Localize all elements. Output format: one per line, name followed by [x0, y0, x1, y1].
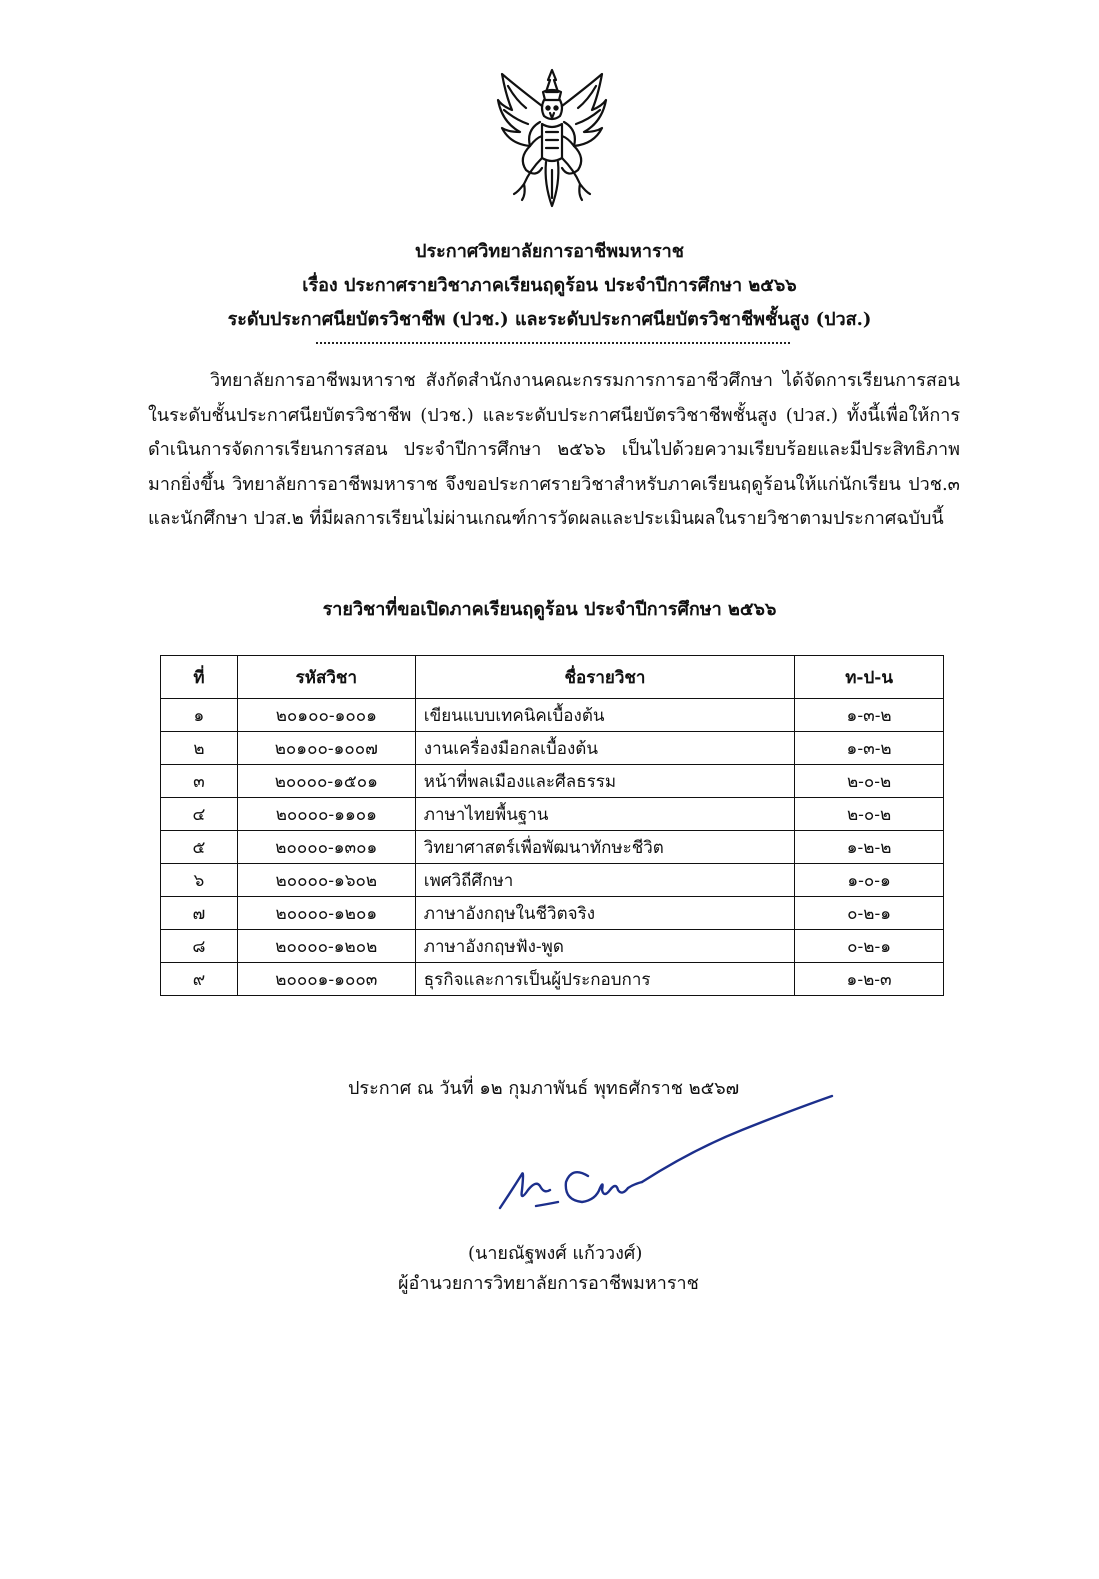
- signer-position: ผู้อำนวยการวิทยาลัยการอาชีพมหาราช: [398, 1273, 699, 1294]
- row-credits: ๑-๓-๒: [795, 699, 944, 732]
- announcement-level: ระดับประกาศนียบัตรวิชาชีพ (ปวช.) และระดับประกาศนียบัตรวิชาชีพชั้นสูง (ปวส.): [227, 309, 872, 330]
- body-text: วิทยาลัยการอาชีพมหาราช สังกัดสำนักงานคณะกรรมการการอาชีวศึกษา ได้จัดการเรียนการสอนในระดับชั้นประกาศนียบัตรวิชาชีพ (ปวช.) และระดับประกาศนียบัตรวิชาชีพชั้นสูง (ปวส.) ทั้งนี้เพื่อให้การดำเนินการจัดการเรียนการสอน ประจำปีการศึกษา ๒๕๖๖ เป็นไปด้วยความเรียบร้อยและมีประสิทธิภาพมากยิ่งขึ้น วิทยาลัยการอาชีพมหาราช จึงขอประกาศรายวิชาสำหรับภาคเรียนฤดูร้อนให้แก่นักเรียน ปวช.๓ และนักศึกษา ปวส.๒ ที่มีผลการเรียนไม่ผ่านเกณฑ์การวัดผลและประเมินผลในรายวิชาตามประกาศฉบับนี้: [148, 370, 960, 529]
- row-no: ๑: [161, 699, 238, 732]
- handwritten-signature: [492, 1090, 842, 1220]
- table-row: [161, 930, 944, 963]
- row-subject: เขียนแบบเทคนิคเบื้องต้น: [415, 699, 794, 732]
- table-row: [161, 897, 944, 930]
- row-code: ๒๐๐๐๐-๑๓๐๑: [237, 831, 415, 864]
- row-subject: เพศวิถีศึกษา: [415, 864, 794, 897]
- header-subject-name: ชื่อรายวิชา: [415, 656, 794, 699]
- subjects-table: [160, 655, 944, 996]
- table-row: [161, 864, 944, 897]
- table-row: [161, 963, 944, 996]
- announcement-date: ประกาศ ณ วันที่ ๑๒ กุมภาพันธ์ พุทธศักราช ๒๕๖๗: [348, 1078, 740, 1099]
- row-credits: ๑-๒-๒: [795, 831, 944, 864]
- row-subject: ภาษาอังกฤษในชีวิตจริง: [415, 897, 794, 930]
- row-code: ๒๐๑๐๐-๑๐๐๑: [237, 699, 415, 732]
- row-credits: ๑-๒-๓: [795, 963, 944, 996]
- row-credits: ๐-๒-๑: [795, 930, 944, 963]
- row-code: ๒๐๑๐๐-๑๐๐๗: [237, 732, 415, 765]
- signer-name: (นายณัฐพงศ์ แก้ววงศ์): [468, 1243, 643, 1264]
- row-no: ๓: [161, 765, 238, 798]
- row-credits: ๑-๐-๑: [795, 864, 944, 897]
- table-row: [161, 732, 944, 765]
- row-subject: ธุรกิจและการเป็นผู้ประกอบการ: [415, 963, 794, 996]
- dotted-divider: [316, 342, 790, 346]
- announcement-subject: เรื่อง ประกาศรายวิชาภาคเรียนฤดูร้อน ประจำปีการศึกษา ๒๕๖๖: [302, 275, 797, 296]
- table-row: [161, 831, 944, 864]
- row-subject: หน้าที่พลเมืองและศีลธรรม: [415, 765, 794, 798]
- row-subject: ภาษาอังกฤษฟัง-พูด: [415, 930, 794, 963]
- row-code: ๒๐๐๐๐-๑๒๐๑: [237, 897, 415, 930]
- row-no: ๙: [161, 963, 238, 996]
- row-subject: งานเครื่องมือกลเบื้องต้น: [415, 732, 794, 765]
- announcement-issuer: ประกาศวิทยาลัยการอาชีพมหาราช: [415, 241, 684, 262]
- header-code: รหัสวิชา: [237, 656, 415, 699]
- row-code: ๒๐๐๐๐-๑๖๐๒: [237, 864, 415, 897]
- row-subject: วิทยาศาสตร์เพื่อพัฒนาทักษะชีวิต: [415, 831, 794, 864]
- table-row: [161, 798, 944, 831]
- row-code: ๒๐๐๐๐-๑๑๐๑: [237, 798, 415, 831]
- announcement-body: [148, 364, 960, 537]
- table-row: [161, 765, 944, 798]
- row-code: ๒๐๐๐๑-๑๐๐๓: [237, 963, 415, 996]
- header-credits: ท-ป-น: [795, 656, 944, 699]
- row-no: ๒: [161, 732, 238, 765]
- table-title: รายวิชาที่ขอเปิดภาคเรียนฤดูร้อน ประจำปีการศึกษา ๒๕๖๖: [322, 599, 777, 620]
- table-header-row: [161, 656, 944, 699]
- row-code: ๒๐๐๐๐-๑๕๐๑: [237, 765, 415, 798]
- row-credits: ๐-๒-๑: [795, 897, 944, 930]
- row-no: ๖: [161, 864, 238, 897]
- row-subject: ภาษาไทยพื้นฐาน: [415, 798, 794, 831]
- row-code: ๒๐๐๐๐-๑๒๐๒: [237, 930, 415, 963]
- row-credits: ๑-๓-๒: [795, 732, 944, 765]
- row-no: ๗: [161, 897, 238, 930]
- row-no: ๘: [161, 930, 238, 963]
- garuda-emblem-icon: [496, 66, 608, 212]
- row-credits: ๒-๐-๒: [795, 798, 944, 831]
- row-credits: ๒-๐-๒: [795, 765, 944, 798]
- header-no: ที่: [161, 656, 238, 699]
- table-row: [161, 699, 944, 732]
- row-no: ๔: [161, 798, 238, 831]
- row-no: ๕: [161, 831, 238, 864]
